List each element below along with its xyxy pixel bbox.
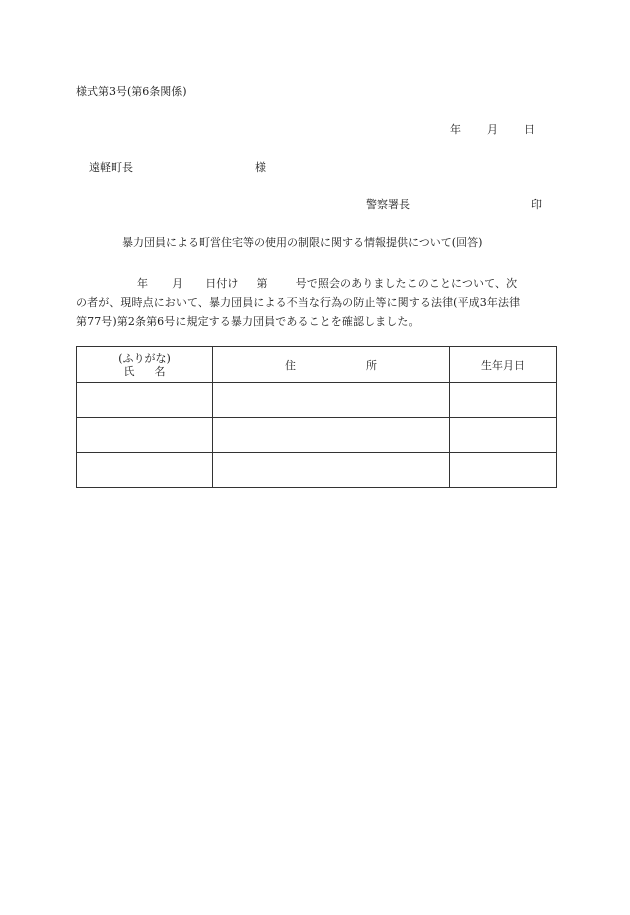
form-number: 様式第3号(第6条関係)	[76, 85, 187, 98]
table-row	[77, 453, 557, 488]
sender-title: 警察署長	[366, 198, 410, 211]
header-address-part2: 所	[366, 358, 377, 372]
header-name	[77, 347, 213, 383]
header-furigana: (ふりがな)	[118, 351, 171, 365]
table-header-row	[77, 347, 557, 383]
table-row	[77, 383, 557, 418]
seal-label: 印	[531, 198, 542, 211]
cell-birthdate[interactable]	[450, 453, 557, 488]
body-text	[76, 274, 556, 331]
addressee	[89, 161, 266, 174]
cell-birthdate[interactable]	[450, 418, 557, 453]
cell-name[interactable]	[77, 383, 213, 418]
date-line	[450, 124, 535, 135]
body-line-1	[76, 274, 556, 293]
body-line1-rest: 号で照会のありましたこのことについて、次	[295, 277, 518, 290]
date-day-label: 日	[524, 123, 535, 136]
cell-birthdate[interactable]	[450, 383, 557, 418]
header-address-part1: 住	[285, 358, 296, 372]
body-date-suffix: 日付け	[205, 277, 239, 290]
header-name-label: 氏名	[123, 364, 186, 378]
header-address	[213, 347, 450, 383]
cell-name[interactable]	[77, 453, 213, 488]
date-month-label: 月	[487, 123, 498, 136]
addressee-honorific: 様	[255, 161, 266, 174]
addressee-name: 遠軽町長	[89, 161, 133, 174]
body-line-3: 第77号)第2条第6号に規定する暴力団員であることを確認しました。	[76, 315, 420, 328]
cell-address[interactable]	[213, 418, 450, 453]
table-row	[77, 418, 557, 453]
body-number-prefix: 第	[256, 277, 268, 290]
header-birthdate: 生年月日	[450, 347, 557, 383]
person-table	[76, 346, 557, 488]
body-line-2: の者が、現時点において、暴力団員による不当な行為の防止等に関する法律(平成3年法律	[76, 296, 521, 309]
document-title: 暴力団員による町営住宅等の使用の制限に関する情報提供について(回答)	[122, 236, 483, 249]
sender	[366, 198, 542, 211]
date-year-label: 年	[450, 123, 461, 136]
cell-address[interactable]	[213, 383, 450, 418]
cell-address[interactable]	[213, 453, 450, 488]
body-month: 月	[172, 277, 184, 290]
cell-name[interactable]	[77, 418, 213, 453]
body-year: 年	[137, 277, 149, 290]
